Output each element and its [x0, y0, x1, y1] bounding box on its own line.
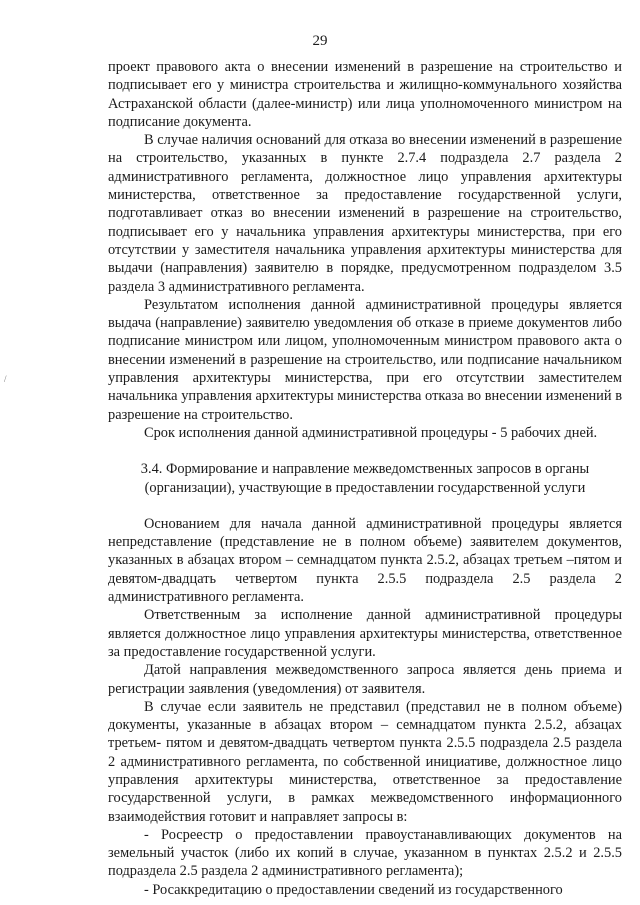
paragraph-requests: В случае если заявитель не представил (представил не в полном объеме) документы, указанные в абзацах втором – семнадцатом пункта 2.5.2, абзацах третьем- пятом и девятом-двадцать четвертом пункта 2.5.5 подраздела 2.5 раздела 2 административного регламента, по собственной инициативе, должностное лицо управления архитектуры министерства, ответственное за предоставление государственной услуги, в рамках межведомственного информационного взаимодействия готовит и направляет запросы в: [108, 698, 622, 825]
paragraph-responsible: Ответственным за исполнение данной административной процедуры является должностное лицо управления архитектуры министерства, ответственное за предоставление государственной услуги. [108, 607, 622, 660]
spacer [108, 497, 622, 515]
section-heading-line2: (организации), участвующие в предоставлении государственной услуги [144, 479, 586, 496]
section-heading-line1: 3.4. Формирование и направление межведомственных запросов в органы [140, 461, 590, 478]
list-item-rosreestr: - Росреестр о предоставлении правоустанавливающих документов на земельный участок (либо их копий в случае, указанном в пунктах 2.5.2 и 2.5.5 подраздела 2.5 раздела 2 административного регламента); [108, 826, 622, 880]
list-item-rosakkreditaciya: - Росаккредитацию о предоставлении сведений из государственного [144, 881, 563, 898]
spacer [108, 442, 622, 460]
paragraph-request-date: Датой направления межведомственного запроса является день приема и регистрации заявления (уведомления) от заявителя. [108, 662, 622, 697]
paragraph-deadline: Срок исполнения данной административной процедуры - 5 рабочих дней. [144, 424, 598, 441]
paragraph-continuation: проект правового акта о внесении изменений в разрешение на строительство и подписывает его у министра строительства и жилищно-коммунального хозяйства Астраханской области (далее-министр) или лица уполномоченного министром на подписание документа. [108, 59, 622, 130]
paragraph-basis: Основанием для начала данной административной процедуры является непредставление (представление не в полном объеме) заявителем документов, указанных в абзацах втором – семнадцатом пункта 2.5.2, абзацах третьем –пятом и девятом-двадцать четвертом пункта 2.5.5 подраздела 2.5 раздела 2 административного регламента. [108, 515, 622, 606]
paragraph-result: Результатом исполнения данной административной процедуры является выдача (направление) заявителю уведомления об отказе в приеме документов либо подписание министром или лицом, уполномоченным министром правового акта о внесении изменений в разрешение на строительство, или подписание начальником управления архитектуры министерства, при его отсутствии заместителем начальника управления архитектуры министерства отказа во внесении изменений в разрешение на строительство. [108, 296, 622, 423]
page-number: 29 [312, 33, 328, 49]
document-body [108, 58, 622, 899]
section-heading [108, 460, 622, 497]
margin-mark: / [4, 374, 7, 384]
paragraph-refusal-grounds: В случае наличия оснований для отказа во внесении изменений в разрешение на строительство, указанных в пункте 2.7.4 подраздела 2.7 раздела 2 административного регламента, должностное лицо управления архитектуры министерства, ответственное за предоставление государственной услуги, подготавливает отказ во внесении изменений в разрешение на строительство, подписывает его у начальника управления архитектуры министерства, при его отсутствии у заместителя начальника управления архитектуры министерства для выдачи (направления) заявителю в порядке, предусмотренном подразделом 3.5 раздела 3 административного регламента. [108, 132, 622, 295]
